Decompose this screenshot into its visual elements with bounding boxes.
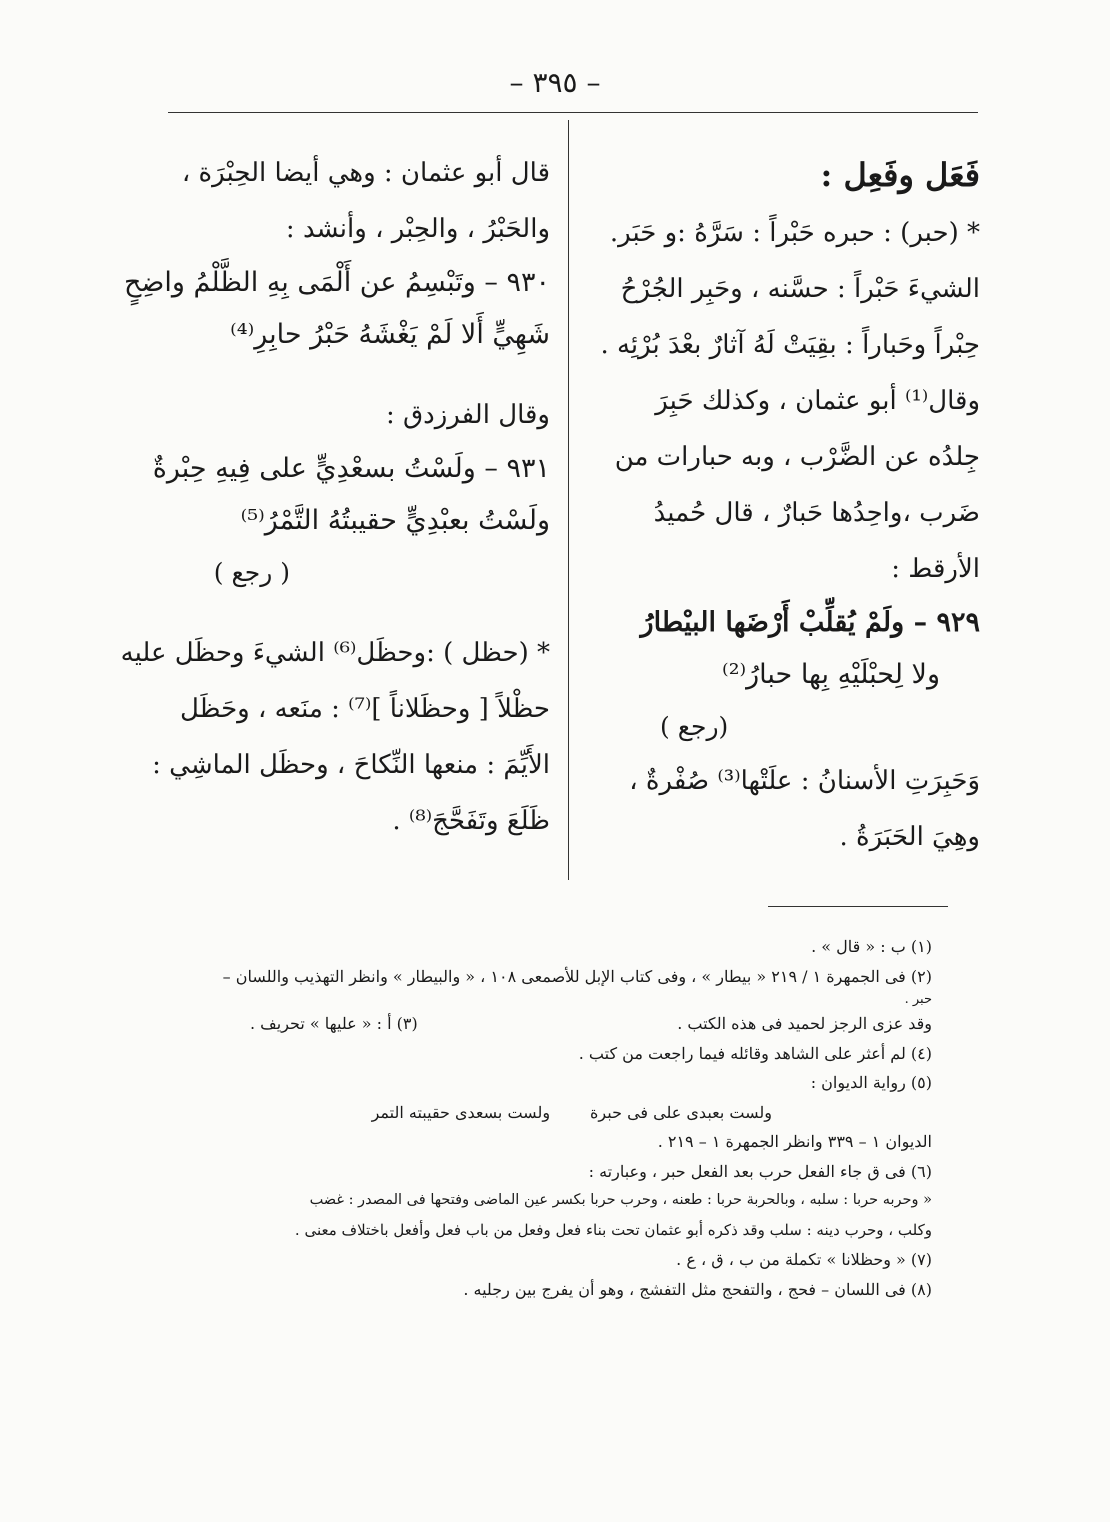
text-line: وَحَبِرَتِ الأسنانُ : علَتْها⁽³⁾ صُفْرةٌ ، (629, 766, 980, 796)
right-column (590, 145, 980, 865)
footnote-5-verse-part-1: ولست بعبدى على فى حبرة (590, 1102, 772, 1122)
text-line: وهِيَ الحَبَرَةُ . (839, 822, 980, 852)
footnote-4: (٤) لم أعثر على الشاهد وقائله فيما راجعت من كتب . (578, 1043, 932, 1063)
text-line: حِبْراً وحَباراً : بقِيَتْ لَهُ آثارٌ بعْدَ بُرْئِه . (600, 330, 980, 360)
section-heading: فَعَل وفَعِل : (820, 156, 980, 194)
footnote-1: (١) ب : « قال » . (811, 937, 932, 956)
text-line: حظْلاً [ وحظَلاناً ]⁽⁷⁾ : منَعه ، وحَظَل (180, 694, 550, 724)
meter-label: ( رجع ) (213, 558, 290, 587)
header-rule (168, 112, 978, 113)
text-line: جِلدُه عن الضَّرْب ، وبه حبارات من (614, 442, 980, 472)
footnote-6-quote-1: « وحربه حربا : سلبه ، وبالحربة حربا : طعنه ، وحرب حربا بكسر عين الماضى وفتحها فى المصدر : غضب (309, 1192, 932, 1208)
footnote-5: (٥) رواية الديوان : (810, 1073, 932, 1092)
text-line: ضَرب ،واحِدُها حَبارٌ ، قال حُميدُ (653, 498, 980, 528)
text-line: والحَبْرُ ، والحِبْر ، وأنشد : (285, 214, 550, 244)
text-line: الشيءَ حَبْراً : حسَّنه ، وحَبِر الجُرْحُ (620, 274, 980, 304)
footnote-5-source: الديوان ١ – ٣٣٩ وانظر الجمهرة ١ – ٢١٩ . (657, 1132, 932, 1151)
text-line: ظَلَعَ وتَفَحَّجَ⁽⁸⁾ . (392, 806, 550, 836)
footnote-rule (768, 906, 948, 907)
text-line: * (حبر) : حبره حَبْراً : سَرَّهُ :و حَبَر. (609, 218, 980, 248)
footnote-2: (٢) فى الجمهرة ١ / ٢١٩ « بيطار » ، وفى كتاب الإبل للأصمعى ١٠٨ ، « والبيطار » وانظر التهذيب واللسان – (222, 966, 932, 986)
left-column (120, 145, 550, 849)
verse-931-line-1: ٩٣١ – ولَسْتُ بسعْدِيٍّ على فِيهِ حِبْرةٌ (152, 453, 550, 484)
footnote-7: (٧) « وحظلانا » تكملة من ب ، ق ، ع . (676, 1250, 932, 1269)
footnote-8: (٨) فى اللسان – فحج ، والتفحج مثل التفشج ، وهو أن يفرج بين رجليه . (463, 1279, 932, 1299)
footnote-2-continuation: حبر . (904, 992, 932, 1007)
text-line: الأرقط : (891, 554, 980, 584)
footnote-2-tail: وقد عزى الرجز لحميد فى هذه الكتب . (677, 1014, 932, 1033)
footnotes (160, 932, 932, 1304)
verse-929-line-2: ولا لِحبْلَيْهِ بِها حبارُ⁽²⁾ (722, 659, 940, 690)
column-divider (568, 120, 569, 880)
footnote-5-verse-part-2: ولست بسعدى حقيبته التمر (371, 1102, 551, 1122)
meter-label: (رجع ) (660, 712, 729, 741)
text-line: وقال الفرزدق : (385, 400, 550, 430)
footnote-6: (٦) فى ق جاء الفعل حرب بعد الفعل حبر ، وعبارته : (588, 1161, 932, 1181)
footnote-6-quote-2: وكلب ، وحرب دينه : سلب وقد ذكره أبو عثمان تحت بناء فعل وفعل من باب فعل وأفعل باختلاف معنى . (294, 1220, 932, 1239)
verse-930-line-1: ٩٣٠ – وتَبْسِمُ عن أَلْمَى بِهِ الظَّلْمُ واضِحٍ (123, 267, 550, 298)
footnote-3: (٣) أ : « عليها » تحريف . (250, 1014, 418, 1033)
text-line: * (حظل ) :وحظَل⁽⁶⁾ الشيءَ وحظَل عليه (120, 638, 550, 668)
page-number: – ٣٩٥ – (509, 66, 601, 99)
text-line: قال أبو عثمان : وهي أيضا الحِبْرَة ، (181, 158, 550, 188)
text-line: وقال⁽¹⁾ أبو عثمان ، وكذلك حَبِرَ (655, 386, 980, 416)
verse-929-line-1: ٩٢٩ – ولَمْ يُقلِّبْ أَرْضَها البيْطارُ (640, 607, 980, 638)
verse-930-line-2: شَهِيٍّ أَلا لَمْ يَغْشَهُ حَبْرُ حابِرِ⁽⁴⁾ (230, 319, 550, 350)
verse-931-line-2: ولَسْتُ بعبْدِيٍّ حقيبتُهُ التَّمْرُ⁽⁵⁾ (240, 505, 550, 536)
text-line: الأَيِّمَ : منعها النِّكاحَ ، وحظَل الماشِي : (152, 750, 550, 780)
